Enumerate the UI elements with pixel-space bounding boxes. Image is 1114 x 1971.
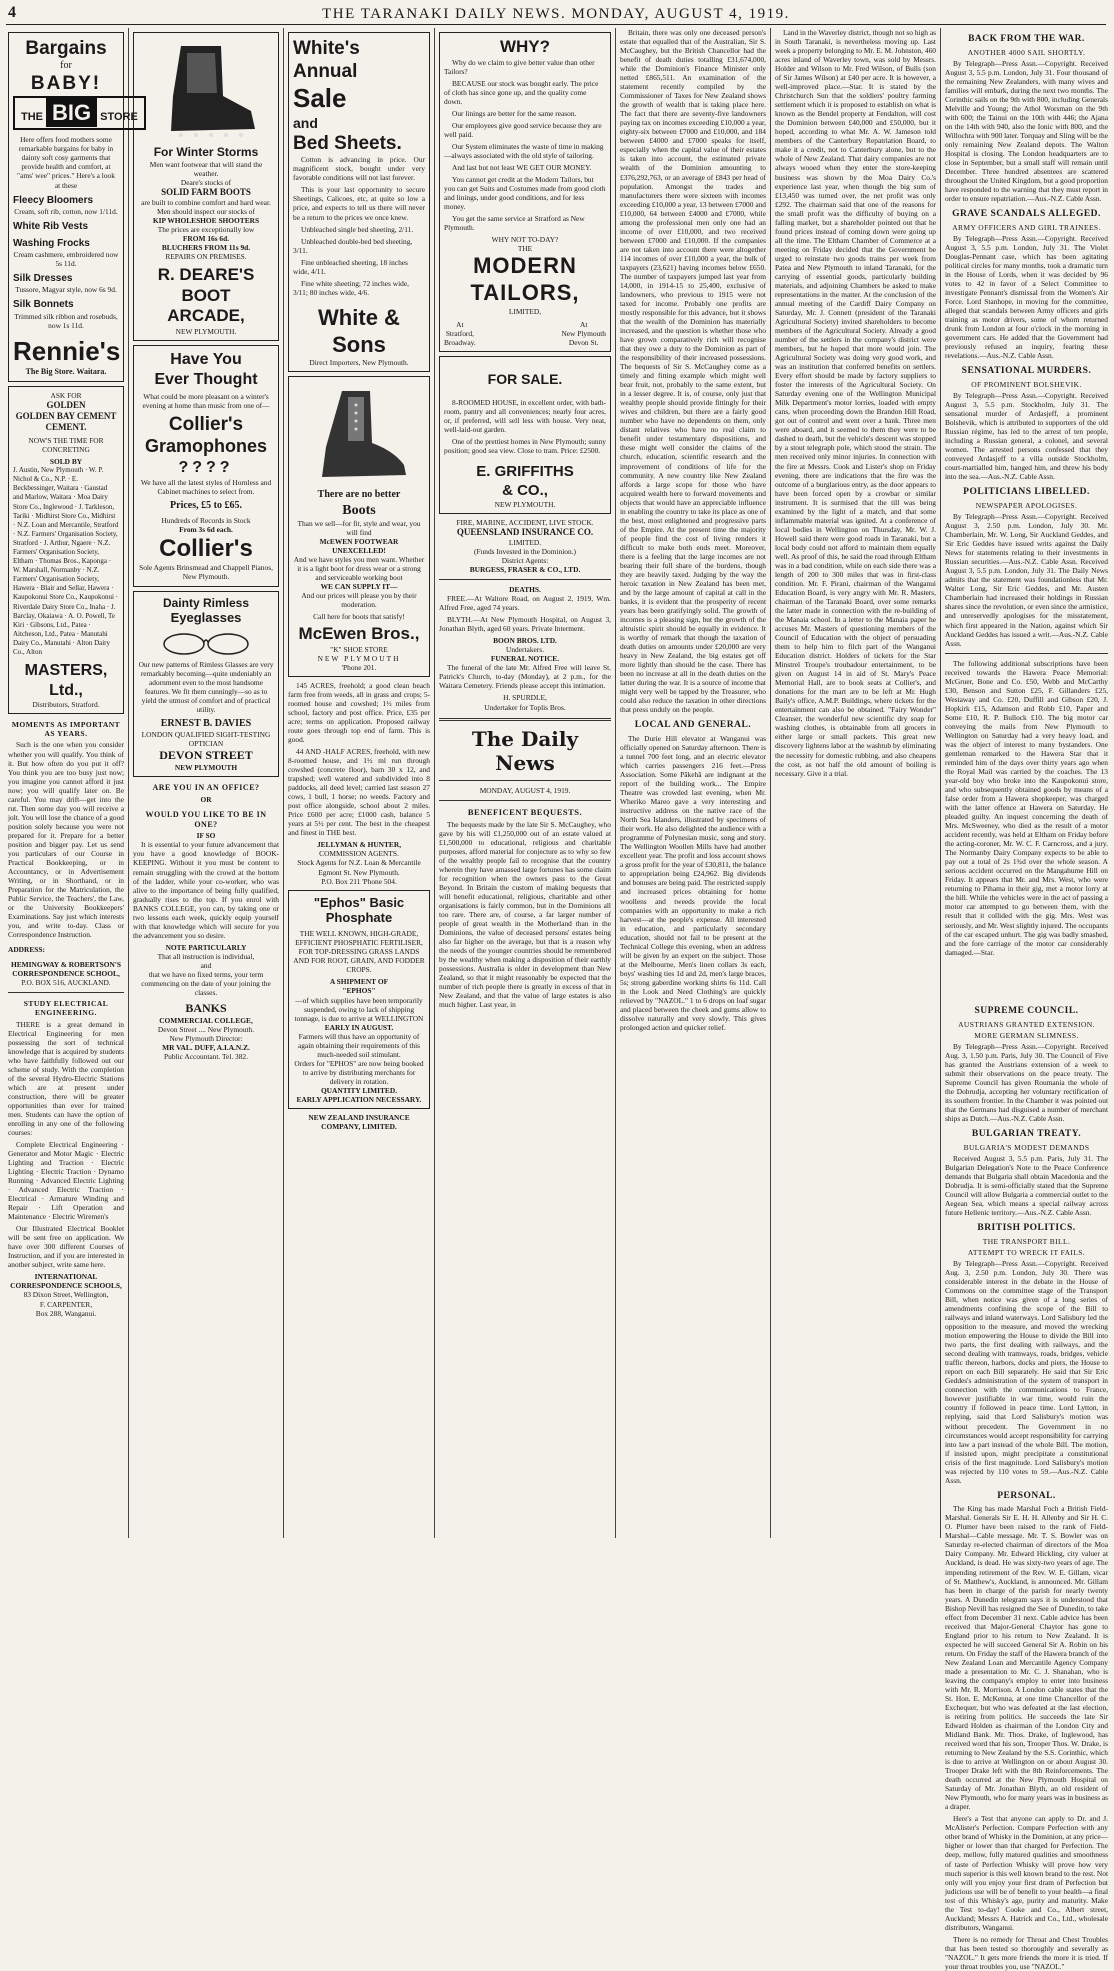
daily-news-flag: The Daily News [471, 726, 579, 775]
ics-manager: F. CARPENTER, [39, 1299, 93, 1309]
column-rule [128, 28, 129, 1538]
mcewen-h2: Boots [342, 502, 376, 518]
colliers-marks: ???? [178, 459, 234, 477]
griffiths-name: E. GRIFFITHS [476, 463, 574, 481]
rennie-baby: BABY! [30, 73, 102, 95]
nzi-name: NEW ZEALAND INSURANCE COMPANY, LIMITED. [308, 1112, 410, 1131]
jellyman-ad1: 145 ACRES, freehold; a good clean beach farm free from weeds, all in grass and crops; 5-roomed house and cowshed; 1½ miles from school, factory and post office. Price, £35 per acre; terms on application. Proposed railway route goes through top end of farm. This is good. [288, 680, 430, 745]
cement-stockists: J. Austin, New Plymouth · W. P. Nichol & Co., N.P. · E. Beckbessinger, Waitara · Gaustad and Marlow, Waitara · Moa Dairy Store Co., Inglewood · J. Tarkleson, Tariki · Midhirst Store Co., Midhirst · N.Z. Loan and Mercantile, Stratford · N.Z. Farmers' Organisation Society, Stratford · J. Arthur, Ngaere · N.Z. Farmers' Organisation Society, Eltham · Thomas Bros., Kaponga · W. Marshall, Normanby · N.Z. Farmers' Organisation Society, Hawera · Blair and Sellar, Hawera · Kaupokonui Store Co., Kaupokonui · Riverdale Dairy Store Co., Inaha · J. Barclay, Okaiawa · A. O. Powell, Te Kiri · Gibsons, Ltd., Patea · Aitcheson, Ltd., Patea · Manutahi Dairy Co., Manutahi · Alton Dairy Co., Alton [13, 466, 119, 657]
why-body: You get the same service at Stratford as New Plymouth. [444, 214, 585, 233]
deare-kip: KIP WHOLESHOE SHOOTERS [152, 215, 260, 225]
banks-name: BANKS [185, 1000, 227, 1015]
why-body: You cannot get credit at the Modern Tailors, but you can get Suits and Costumes made from good cloth and linings, under good conditions, and for less money. [444, 175, 606, 212]
cable-body: By Telegraph—Press Assn.—Copyright. Received August 3, 5.5 p.m. London, July 31. Four thousand of the remaining New Zealanders, with many wives and families will embark, during the next two months. The Corinthic sails on the 9th with 800, including Generals Melville and Young; the Athol Worsman on the 9th with 600; the Tainui on the 10th with 446; the Ajana on the 14th with 940, also the Ionic with 800, and the Willochra with 900 later. Torquay and Sling will be the only remaining New Zealand depots. The Walton Hospital is closing. The London headquarters are to close in September, but a small staff will remain until December. Three hundred absentees are scattered throughout the United Kingdom, but a good proportion have responded to the warning that they must report in order to ensure repatriation.—Aus.-N.Z. Cable Assn. [945, 58, 1108, 204]
deare-body2: Deare's stocks of [180, 177, 232, 187]
banks-q1: ARE YOU IN AN OFFICE? [152, 783, 260, 793]
modern-st1: Broadway. [444, 338, 476, 348]
ephos-body2: —of which supplies have been temporarily suspended, owing to lack of shipping tonnage, is due to arrive at WELLINGTON [294, 995, 424, 1023]
big-store-big: BIG [46, 98, 97, 127]
modern-limited: LIMITED, [508, 306, 542, 316]
jellyman-agents: Stock Agents for N.Z. Loan & Mercantile [297, 858, 421, 868]
banks-director: New Plymouth Director: [169, 1033, 243, 1043]
rennie-footer: The Big Store. Waitara. [25, 367, 107, 377]
mcewen-town: NEW PLYMOUTH [317, 653, 401, 663]
colliers-agents: Sole Agents Brinsmead and Chappell Pianos, [139, 563, 273, 573]
queensland-funds: (Funds Invested in the Dominion.) [473, 547, 577, 557]
cement-now: NOW'S THE TIME FOR CONCRETING [28, 436, 104, 455]
why-body: And last but not least WE GET OUR MONEY. [452, 163, 592, 173]
why-the: THE [517, 244, 533, 254]
colliers-question: What could be more pleasant on a winter's evening at home than music from one of— [142, 392, 270, 411]
deare-body4: Men should inspect our stocks of [157, 206, 255, 216]
why-body: Why do we claim to give better value than other Tailors? [444, 57, 595, 76]
why-body: Our employees give good service because they are well paid. [444, 120, 602, 139]
colliers-gramophones: Gramophones [144, 436, 268, 457]
ephos-title2: Phosphate [325, 910, 393, 926]
rennie-headline: Bargains [25, 38, 107, 59]
modern-st2: Devon St. [568, 338, 599, 348]
ephos-body: THE WELL KNOWN, HIGH-GRADE, EFFICIENT PHOSPHATIC FERTILISER, FOR TOP-DRESSING GRASS LANDS AND FOR ROOT, GRAIN, AND FODDER CROPS. [293, 929, 425, 975]
why-advertisement [439, 32, 611, 352]
column-2 [133, 28, 279, 1538]
davies-name: ERNEST B. DAVIES [160, 718, 252, 730]
deare-body1: Men want footwear that will stand the weather. [149, 159, 263, 178]
jellyman-box: P.O. Box 211 'Phone 504. [321, 876, 397, 886]
hemingway-address: ADDRESS: [8, 945, 45, 955]
queensland-district: District Agents: [501, 556, 549, 566]
cable-head: SENSATIONAL MURDERS. [961, 366, 1092, 377]
cable-sub: MORE GERMAN SLIMNESS. [974, 1030, 1079, 1040]
banks-note: NOTE PARTICULARLY [165, 942, 247, 952]
district-news: Land in the Waverley district, though not so high as in South Taranaki, is nevertheless moving up. Last week a property belonging to Mr. E. M. Johnston, 460 acres inland of Waverley town, was sold by Messrs. Holder and Wilson to Mr. Fred Wilson, of Bulls (son of Sir James Wilson) at £40 per acre. It is however, a well-improved place.—Star. It is stated by the Christchurch Sun that the soldiers' poultry farming settlement which it is proposed to establish on what is known as the Bendel property at Fendalton, will cost the Dominion between £40,000 and £50,000, but it hoped, according to what Mr. A. W. Jameson told members of the Canterbury Repatriation Board, to make it a credit, not to Canterbury alone, but to the whole of New Zealand. That dairy companies are not always wooed when they enter the store-keeping business was shown by the Moa Dairy Co.'s experience last year, when though the big sum of £13,450 was turned over, the net profit was only £292. The chairman said that one of the reasons for the small profit was the difficulty of buying on a falling market, but a shareholder pointed out that he found prices instead of coming down were going up all the time. The Eltham Chamber of Commerce at a meeting on Friday decided that the Government be urged to reinstate two goods trains per week from Patea and New Plymouth to inland Taranaki, for the carrying of essential goods, particularly building materials, and adjoining Chambers be asked to make representations in the matter. At the conclusion of the annual meeting of the Cardiff Dairy Company on Saturday, Mr. J. Connett (president of the Taranaki Agricultural Society) invited shareholders to become members of the Agricultural Society. Already a good number of the settlers in the company's district were members, but he hoped that more would join. The Agricultural Society was doing very good work, and was an institution that conferred benefits on settlers. Every effort should be made by factory suppliers to foster the interests of the Agricultural Society. On Saturday evening one of the Wellington Municipal Milk Department's motor lorries, loaded with empty cans, when proceeding down the Brandon Hill Road, got out of control and went over a bank. Three men were aboard, and it seemed to them they were to be dashed to death, but the vehicle's descent was stopped by a stout telegraph pole, which stood the strain. The men received only minor injuries. In connection with the fire at Messrs. Cook and Lister's shop on Friday evening, there are indications that the fire was the outcome of a burglarious entry, as the door appears to have been forced open by a crowbar or similar instrument. It is surmised that the till was being examined by the light of a match, and that some inflammable material was ignited. At a conference of local bodies in Wellington on Thursday, Mr. W. J. Howell said there were good roads in Taranaki, but a local body could not afford to maintain them equally well. As proof of this, he said the road through Eltham was in a bad condition, while on each side there was a length of 200 to 300 miles that was in first-class condition. Mr. F. Pirani, chairman of the Wanganui Education Board, is very angry with Mr. R. Masters, chairman of the Taranaki Board, over some remarks the latter made in connection with the re-building of the Manaia school. In a letter to the Manaia paper he accuses Mr. Masters of questioning members of the Council of Education with the object of persuading them to help him to filch part of the Wanganui Education district. Holders of tickets for the Star Minstrel Troupe's troubadour entertainment, to be given on August 14 in aid of St. Mary's Peace Memorial Hall, are to book seats at Collier's, and donations for the mart are to be left at Mr. Hugh Baily's office, A.M.P. Buildings, where tickets for the entertainment can also be obtained. "Fairy Wonder" Cleanser, the wonderful new scientific dry soap for washing clothes, is obtainable from all grocers in either large or small packets. This great new discovery lightens labor at the washtub by eliminating the necessity for domestic rubbing, and also cheapens the cost, as not half the old amount of boiling is necessary. Give it a trial. [775, 28, 936, 778]
hemingway-school: CORRESPONDENCE SCHOOL, [12, 969, 120, 979]
davies-head2: Eyeglasses [170, 610, 242, 626]
deare-advertisement [133, 32, 279, 341]
davies-advertisement [133, 591, 279, 778]
cement-brand: GOLDEN BAY CEMENT [15, 411, 117, 422]
rennie-intro: Here offers food mothers some remarkable bargains for baby in dainty soft cosy garments that provide health and comfort, at "ams' wee" prices." Here's a look at these [17, 135, 115, 190]
eyeglasses-icon [156, 630, 256, 656]
death-notice: BLYTH.—At New Plymouth Hospital, on August 3, Jonathan Blyth, aged 60 years. Private Interment. [439, 615, 611, 634]
deaths-head: DEATHS. [509, 585, 541, 595]
cable-body: Received August 3, 5.5 p.m. Paris, July 31. The Bulgarian Delegation's Note to the Peace Conference demands that Bulgaria shall obtain Macedonia and the Dobrudja. It is semi-officially stated that the Supreme Council will allow Bulgaria a commercial outlet to the Aegean Sea, which means a special railway across future Hellenic territory.—Aus.-N.Z. Cable Assn. [945, 1153, 1108, 1218]
electrical-tail: Our Illustrated Electrical Booklet will be sent free on application. We have over 300 different Courses of Instruction, and if you are interested in another subject, write same here. [8, 1224, 124, 1270]
jellyman-ad2: 44 AND -HALF ACRES, freehold, with new 8-roomed house, and 1½ ml run through cowshed (concrete floor), barn 30 x 12, and trapshed; well watered and subdivided into 8 paddocks, all deed level; carried last season 27 cows, 1 bull, 1 horse; no weeds. Factory and post office alongside, school about 2 miles. Price £600 per acre; £1000 cash, balance 5 years at 5½ per cent. The best in the cheapest and finest in THE best. [288, 747, 430, 838]
cable-head: SUPREME COUNCIL. [974, 1006, 1079, 1016]
column-5 [620, 28, 766, 1538]
banks-signed: MR VAL. DUFF, A.I.A.N.Z. [162, 1042, 250, 1052]
ephos-title1: "Ephos" Basic [313, 894, 405, 910]
banks-ifso: IF SO [196, 831, 216, 841]
hemingway-name: HEMINGWAY & ROBERTSON'S [10, 960, 122, 970]
tailors-name: TAILORS, [470, 280, 580, 306]
whites-h1: White's [293, 38, 360, 59]
cable-sub: NEWSPAPER APOLOGISES. [975, 500, 1078, 510]
cable-body: By Telegraph—Press Assn.—Copyright. Received August 3, 5.5 p.m. London, July 31. The Violet Douglas-Pennant case, which has been agitating political circles for many months, took a dramatic turn in the House of Lords, when it was decided by 96 votes to 42 in favor of a Select Committee to investigate Pennant's dismissal from the Women's Air Force. Lord Stanhope, in moving for the committee, alleged that scandals between Army officers and girls training as motor drivers, some of whom returned drunk from London at four o'clock in the morning in government cars. He added that the Government had previously refused an inquiry, fearing these revelations.—Aus.-N.Z. Cable Assn. [945, 233, 1108, 361]
banks-n1: That all instruction is individual, [157, 951, 255, 961]
mcewen-store: "K" SHOE STORE [330, 644, 388, 654]
whites-name: White & Sons [318, 304, 400, 357]
colliers-thought: Ever Thought [154, 370, 258, 388]
rennie-item-desc: Cream cashmere, embroidered now 5s 11d. [13, 250, 119, 269]
why-body: BECAUSE our stock was bought early. The price of cloth has since gone up, and the quality come down. [444, 78, 599, 106]
cable-sub: THE TRANSPORT BILL. [982, 1236, 1071, 1246]
deare-bluchers: BLUCHERS FROM 11s 9d. [161, 242, 251, 252]
cable-sub: OF PROMINENT BOLSHEVIK. [971, 379, 1082, 389]
cable-sub: BULGARIA'S MODEST DEMANDS [963, 1142, 1090, 1152]
mcewen-body2: And we have styles you men want. Whether it is a light boot for dress wear or a strong and serviceable working boot [293, 554, 425, 582]
whites-item: Unbleached double-bed bed sheeting, 3/11. [293, 236, 413, 255]
rennie-advertisement [8, 32, 138, 382]
whites-h2: Annual [293, 61, 358, 83]
cement-golden: GOLDEN [46, 400, 86, 411]
cement-sold-by: SOLD BY [49, 457, 83, 467]
deare-head: For Winter Storms [153, 145, 259, 159]
whites-h3: Sale [293, 83, 347, 114]
masthead-title: THE TARANAKI DAILY NEWS. MONDAY, AUGUST 4, 1919. [322, 5, 790, 22]
cable-head: BRITISH POLITICS. [977, 1223, 1076, 1234]
rennie-item-name: Fleecy Bloomers [13, 194, 94, 206]
cable-body: By Telegraph—Press Assn.—Copyright. Received August 3, 5.5 p.m. Stockholm, July 31. The sensational murder of Ardasjeff, a prominent Bolshevik, which is attributed to supporters of the old Russian régime, has led to the arrest of ten people, including a Russian general, a colonel, and several women. The arrested persons confessed that they conveyed Ardasjeff to a villa outside Stockholm, court-martialled him, hanged him, and threw his body into the sea.—Aus.-N.Z. Cable Assn. [945, 391, 1108, 482]
whites-h5: Bed Sheets. [293, 133, 402, 155]
queensland-limited: LIMITED. [508, 538, 542, 547]
column-1 [8, 28, 138, 1538]
cement-advertisement [8, 386, 124, 714]
modern-at: At [580, 320, 588, 330]
masters-footer: Distributors, Stratford. [32, 700, 100, 710]
rennie-item-desc: Trimmed silk ribbon and rosebuds, now 1s 11d. [14, 311, 118, 330]
cable-sub: ARMY OFFICERS AND GIRL TRAINEES. [952, 222, 1101, 232]
colliers-prices: Prices, £5 to £65. [170, 499, 242, 511]
electrical-body: THERE is a great demand in Electrical Engineering for men possessing the sort of technical knowledge that is acquired by students who have faithfully followed out our scheme of study. With the completion of the several Hydro-Electric Stations which are at present under construction, there will be greater opportunities than ever for trained men. Students can have the option of enrolling in any one of the following courses: [8, 1019, 124, 1137]
davies-quals: LONDON QUALIFIED SIGHT-TESTING OPTICIAN [141, 730, 271, 749]
editorial-head: BENEFICENT BEQUESTS. [467, 807, 583, 818]
funeral-role: Undertaker for Toplis Bros. [484, 702, 566, 712]
colliers-advertisement [133, 345, 279, 586]
cable-head: POLITICIANS LIBELLED. [963, 487, 1090, 498]
rennie-item-desc: Tussore, Magyar style, now 6s 9d. [15, 285, 117, 295]
banks-body: It is essential to your future advancement that you have a good knowledge of BOOK-KEEPING. Without it you must be content to remain struggling with the crowd at the bottom of the ladder, while your co-worker, who was alive to the importance of being fully qualified, gradually rises to the top. If you enrol with BANKS COLLEGE, you can, by taking one or two lessons each week, quickly equip yourself with that knowledge which will secure for you the advancement you so desire. [133, 840, 279, 940]
page-number: 4 [8, 4, 18, 21]
column-6 [775, 28, 936, 1538]
deare-body3: are built to combine comfort and hard wear. [141, 197, 271, 207]
rennie-item-name: White Rib Vests [13, 220, 89, 232]
whites-item: Unbleached single bed sheeting, 2/11. [301, 224, 414, 234]
griffiths-co: & CO., [502, 481, 548, 499]
banks-or: OR [200, 794, 212, 804]
colliers-name: Collier's [168, 414, 244, 436]
funeral-body: The funeral of the late Mr. Alfred Free will leave St. Patrick's Church, to-day (Monday), at 2 p.m., for the Waitara Cemetery. Friends please accept this intimation. [439, 663, 611, 691]
forsale-head: FOR SALE. [487, 371, 563, 388]
whites-body1: Cotton is advancing in price. Our magnificent stock, bought under very favorable conditions will not last forever. [293, 155, 425, 183]
column-rule [770, 28, 771, 1538]
ics-name: INTERNATIONAL CORRESPONDENCE SCHOOLS, [10, 1272, 122, 1291]
death-notice: FREE.—At Waltore Road, on August 2, 1919, Wm. Alfred Free, aged 74 years. [439, 594, 611, 613]
deare-arcade: ARCADE, [167, 306, 245, 326]
rennie-item-name: Silk Bonnets [13, 299, 74, 311]
why-body: Our System eliminates the waste of time in making—always associated with the old style of tailoring. [444, 141, 604, 161]
electrical-courses: Complete Electrical Engineering · Generator and Motor Magic · Electric Lighting and Traction · Electric Lighting · Electric Traction · Dynamo Running · Advanced Electric Lighting · Advanced Electric Traction · Electrical · Armature Winding and Repair · Lift Operation and Maintenance · Electric Wiremen's [8, 1139, 124, 1222]
hemingway-body: Such is the one when you consider whether you will qualify. You think of it. But how often do you put it off? You think you are too busy just now; you imagine you cannot afford it just now; you will qualify later on. Be careful. You may drift—get into the rut. Then some day you will receive a jolt. You will lose the chance of a good position solely because you were not prepared for it. Prepare for a better position and bigger pay. Let us send you particulars of our Course in Practical Bookkeeping, or in Accountancy, or in Advertisement Writing, or in Shorthand, or in Preparation for the Matriculation, the Public Service, the Teachers', the Law, or the University Bookkeepers' Examinations. Say just which interests you, and write to-day. Class or Correspondence Instruction. [8, 740, 124, 940]
mcewen-h1: There are no better [317, 489, 401, 501]
cable-sub: AUSTRIANS GRANTED EXTENSION. [958, 1019, 1095, 1029]
jellyman-role: COMMISSION AGENTS. [319, 849, 399, 859]
rennie-item-name: Washing Frocks [13, 237, 90, 249]
deare-from: FROM 16s 6d. [182, 233, 230, 243]
cable-body: By Telegraph—Press Assn.—Copyright. Received Aug. 3, 1.50 p.m. Paris, July 30. The Council of Five has granted the Austrians extension of a week to submit their observations on the peace treaty. The Supreme Council has given Roumania the whole of the Dobrudja, accepting her voluntary rectification of its southern frontier. In the Chamber it was pointed out that the Germans had disguised a number of merchant ships as Dutch.—Aus.-N.Z. Cable Assn. [945, 1041, 1108, 1124]
banks-addr: Devon Street .... New Plymouth. [157, 1024, 255, 1034]
ephos-name: "EPHOS" [342, 986, 376, 996]
hemingway-box: P.O. BOX 516, AUCKLAND. [21, 978, 111, 988]
column-4 [439, 28, 611, 1538]
masters-name: MASTERS, Ltd., [24, 662, 108, 699]
whites-item: Fine white sheeting; 72 inches wide, 3/11; 80 inches wide, 4/6. [293, 278, 409, 297]
big-store-the: THE [21, 110, 43, 123]
ephos-early2: EARLY APPLICATION NECESSARY. [296, 1094, 422, 1104]
banks-public: Public Accountant. Tel. 382. [164, 1051, 248, 1061]
banks-college: COMMERCIAL COLLEGE, [159, 1015, 253, 1025]
column-rule [615, 28, 616, 1538]
deare-solid: SOLID FARM BOOTS [161, 186, 251, 197]
colliers-big: Collier's [159, 535, 253, 563]
local-general-head: LOCAL AND GENERAL. [634, 720, 752, 731]
cable-sub: ANOTHER 4000 SAIL SHORTLY. [967, 47, 1086, 57]
deare-body5: The prices are exceptionally low [157, 224, 255, 234]
colliers-town: New Plymouth. [182, 572, 230, 582]
modern-loc1: Stratford, [445, 329, 474, 339]
forsale-body2: One of the prettiest homes in New Plymouth; sunny position; good sea view. Close to tram. Price: £2500. [444, 437, 606, 456]
cable-body: By Telegraph—Press Assn.—Copyright. Received August 3, 2.50 p.m. London, July 30. Mr. Chamberlain, Mr. W. Long, Sir Auckland Geddes, and Sir Eric Geddes have issued writs against the Daily News for statements relating to their investments in Russian securities.—Aus.-N.Z. Cable Assn. Received August 3, 5.5 p.m. London, July 31. The Daily News admits that the statement was foundationless that Mr. Walter Long, Sir Eric Geddes, and Mr. Austen Chamberlain had increased their holdings in Russian shares since the revolution, or even since the armistice, and unreservedly apologises for the misstatement, which first appeared in the Nation, against which Sir Auckland Geddes has issued a writ.—Aus.-N.Z. Cable Assn. [945, 512, 1108, 648]
deare-repairs: REPAIRS ON PREMISES. [165, 251, 247, 261]
mcewen-supply: WE CAN SUPPLY IT— [320, 581, 398, 591]
banks-q2: WOULD YOU LIKE TO BE IN ONE? [145, 809, 267, 829]
column-3 [288, 28, 430, 1538]
rennie-for: for [60, 60, 72, 72]
deaths-und2: Undertakers. [506, 645, 544, 655]
colliers-records: Hundreds of Records in Stock [161, 516, 251, 526]
big-store-store: STORE [100, 110, 138, 123]
cable-head: BACK FROM THE WAR. [968, 34, 1085, 44]
colliers-body: We have all the latest styles of Hornless and Cabinet machines to select from. [140, 477, 272, 496]
masthead [6, 4, 1106, 25]
funeral-head: FUNERAL NOTICE. [490, 654, 560, 664]
jellyman-addr: Egmont St. New Plymouth. [318, 867, 400, 877]
cement-cement: CEMENT. [45, 422, 87, 433]
colliers-have: Have You [170, 351, 242, 369]
deaths-undertaker: BOON BROS. LTD. [493, 636, 557, 646]
cable-head: BULGARIAN TREATY. [971, 1129, 1082, 1140]
forsale-advertisement [439, 356, 611, 514]
why-today: WHY NOT TO-DAY? [491, 235, 559, 245]
perfection-advert: Here's a Test that anyone can apply to Dr. and J. McAlister's Perfection. Compare Perfection with any other brand of Whisky in the Dominion, at any price—higher or lower than that charged for Perfection. The deep, mellow, fully matured qualities and smoothness of taste of Perfection Whisky will prove how very much superior is this well known brand to the rest. Not only will you enjoy your first dram of Perfection but judicious use will be of benefit to your health—a final test of this Whisky's age, purity and maturity. Make the Test to-day! Cooke and Co., Albert street, Auckland; Messrs A. Hatrick and Co., Ltd., wholesale distributors, Wanganui. [945, 1814, 1108, 1932]
queensland-agents: BURGESS, FRASER & CO., LTD. [469, 565, 581, 575]
local-general-body: The Durie Hill elevator at Wanganui was officially opened on Saturday afternoon. There is a tunnel 700 feet long, and an electric elevator which carries passengers 216 feet.—Press Association. Some Pākehā are indignant at the report of the building work... The Empire Theatre was crowded last evening, when Mr. Wheriko Mareo gave a very interesting and instructive address on the native race of the North Sea Islanders, illustrated by specimens of their work. He also delighted the audience with a programme of Polynesian music, song and story. The Wellington Woollen Mills have had another excellent year. The profit and loss account shows a gross profit for the year of £30,811, the balance to appropriation being £24,962. Big dividends and bonuses are being paid. The restricted supply and increased prices obtaining for home woollens and tweeds provide the local companies with an opportunity to make a rich harvest—at the people's expense. All interested in education, and particularly secondary education, should not fail to be present at the Technical College this evening, when an address will be given by an expert on the subject. Those at the Melbourne, Men's linen collars 3s each, boys' washing ties 1d and 2d, men's large braces, 5s; strong gaberdine working shirts 6s 11d. Call in the Look and Need Clothing's are quickly relieved by "NAZOL." 1 to 6 drops on loaf sugar and placed between the cheek and gums allow to dissolve naturally and very slowly. This gives prolonged action and quicker relief. [620, 733, 766, 1032]
ephos-advertisement [288, 890, 430, 1109]
column-rule [283, 28, 284, 1538]
forsale-body: 8-ROOMED HOUSE, in excellent order, with bath-room, pantry and all conveniences; nearly four acres, or, if preferred, will sell less with house. Very neat, well-laid-out garden. [444, 398, 606, 435]
ephos-body3: Farmers will thus have an opportunity of again obtaining their requirements of this much-needed soil stimulant. [297, 1031, 421, 1059]
deare-name: R. DEARE'S [157, 264, 255, 284]
funeral-signed: H. SPURDLE, [503, 693, 547, 703]
hemingway-head: MOMENTS AS IMPORTANT AS YEARS. [11, 720, 121, 739]
why-body: Our linings are better for the same reason. [452, 108, 577, 118]
ephos-quantity: QUANTITY LIMITED. [320, 1085, 398, 1095]
nazol-advert: There is no remedy for Throat and Chest Troubles that has been tested so thoroughly and severally as "NAZOL." It gets more friends the more it is tried. If your throat troubles you, use "NAZOL." [945, 1934, 1108, 1971]
modern-name: MODERN [473, 253, 577, 279]
whites-h4: and [293, 115, 318, 132]
cable-sub: ATTEMPT TO WRECK IT FAILS. [967, 1247, 1086, 1257]
banks-n2: and [200, 960, 212, 970]
cable-body: By Telegraph—Press Assn.—Copyright. Received Aug. 3, 2.50 p.m. London, July 30. There was considerable interest in the debate in the House of Commons on the committee stage of the Transport Bill, when notice was given of a long series of amendments confining the scope of the Bill to railways and inland waterways. Lord Salisbury led the opposition to the measure, and moved the wrecking motion empowering the House to divide the Bill into two parts, the first dealing with railways, and the second dealing with tramways, roads, bridges, vehicle traffic thereon, harbors, docks and piers, the House to report on each Bill separately. He said that Sir Eric Geddes's administration of the system of transport in connection with the communications to France, however justifiable in war time, would ruin the country if followed in peace time. Lord Lytton, in replying, said that Lord Salisbury's motion was without precedent. The Government in no circumstances would accept responsibility for carrying into law a part instead of the whole Bill. The motion, if insisted upon, might precipitate a constitutional crisis of the first magnitude. Lord Salisbury's motion was rejected by 110 votes to 59.—Aus.-N.Z. Cable Assn. [945, 1258, 1108, 1485]
whites-item: Fine unbleached sheeting, 18 inches wide, 4/11. [293, 257, 408, 276]
davies-head1: Dainty Rimless [162, 595, 250, 610]
ephos-early: EARLY IN AUGUST. [324, 1022, 394, 1032]
queensland-name: QUEENSLAND INSURANCE CO. [456, 527, 594, 538]
davies-town: NEW PLYMOUTH [174, 763, 238, 773]
editorial-continued: Britain, there was only one deceased person's estate that equalled that of the Australian, Sir S. McCaughey, but the British Chancellor had the benefit of death duties totalling £31,674,000, while the Dominion's Finance Minister only netted £865,511. An examination of the statement recently compiled by the Commissioner of Taxes for New Zealand shows the growth of wealth that is taking place here. The fact that there are seventy-five landowners paying tax on incomes exceeding £10,000 a year, eighty-six between £7000 and £10,000, and 184 between £4000 and £7000 speaks for itself, especially when the capital value of their estates is taken into account, the estimated private wealth of the Dominion amounting to £376,292,763, or an average of £843 per head of population. Amongst the trades and manufacturers there were sixteen with incomes exceeding £10,000 a year, 13 between £7000 and £10,000, 64 between £4000 and £7000, while among the professional men only one had an income of over £10,000, and two received between £7000 and £10,000. If the companies are not taken into account there were altogether 114 incomes of over £10,000 a year, the bulk of taxpayers (23,621) having incomes below £650. The number of taxpayers jumped last year from 14,000, in 1914-15 to 25,400, exclusive of landowners, who previous to 1915 were not taxed for income. Probably one profits are mostly responsible for this advance, but it shows that the wealth of the Dominion has materially increased, and the question is whether those who have grown comparatively rich will recognise that they owe a duty to the Dominion as part of the responsibility of their increased possessions. The bequests of Sir S. McCaughey come as a timely and fitting example which might well bear fruit, not, probably to the same extent, but in a lesser degree. It is, of course, only just that wealthy people should provide fittingly for their wives and children, but there are a fairly good number who have no dependents on them, only distant relatives who have no real claim to benefit under testamentary dispositions, and these might well consider the claims of the church, education, scientific research and the improvement of conditions of life for the community. A new country like New Zealand affords a large scope for those who have acquired wealth here to forward movements and objects that would have an appreciable influence in enabling the country to take its place as one of the best, most enlightened and progressive parts of the Empire. At the present time the majority of people find the cost of living renders it difficult to make both ends meet. Moreover, there is a feeling that the large incomes are not bearing their full share of the burdens, though they are heavily taxed. Judging by the way the heroic taxation in New Zealand has been met, and by the large amount of capital at call in the banks, it is evident that the prosperity of recent years has been gratifyingly solid. The growth of incomes is a pleasing sign, but the growth of the altruistic spirit should be equally in evidence. It is worthy of remark that though the taxation of death duties on amounts under £20,000 are very heavy in New Zealand, the big estates get off more lightly than should be the case. There has been no increase at all in the death duties on the latter during the war. It is a source of income that might very well be tapped by the Treasurer, who could also reduce the taxation in other directions that press unduly on the people. [620, 28, 766, 715]
mcewen-name: McEwen Bros., [298, 624, 420, 644]
ephos-shipment: A SHIPMENT OF [329, 977, 389, 987]
rennie-item-name: Silk Dresses [13, 273, 73, 285]
ephos-body4: Orders for "EPHOS" are now being booked to arrive by distributing merchants for delivery in rotation. [294, 1058, 424, 1086]
modern-at: At [456, 320, 464, 330]
rennie-item-desc: Cream, soft rib, cotton, now 1/11d. [14, 206, 118, 216]
electrical-head: STUDY ELECTRICAL ENGINEERING. [23, 999, 109, 1018]
mcewen-body3: And our prices will please you by their moderation. [301, 590, 417, 609]
whites-footer: Direct Importers, New Plymouth. [309, 358, 409, 368]
why-head: WHY? [499, 37, 551, 56]
cable-head: GRAVE SCANDALS ALLEGED. [952, 209, 1101, 220]
ics-addr: 83 Dixon Street, Wellington, [23, 1290, 109, 1300]
banks-n3: that we have no fixed terms, your term commencing on the date of your joining the classes. [141, 969, 271, 997]
daily-news-date: MONDAY, AUGUST 4, 1919. [479, 786, 571, 796]
whites-body2: This is your last opportunity to secure Sheetings, Calicoes, etc, at quite so low a price, and expects to tell us there will never be a return to the prices we once knew. [293, 185, 425, 222]
whites-advertisement [288, 32, 430, 372]
rennie-name: Rennie's [13, 335, 121, 366]
cement-ask: ASK FOR [50, 391, 82, 401]
deare-boot: BOOT [181, 285, 231, 305]
personal-body: The King has made Marshal Foch a British Field-Marshal. Generals Sir E. H. H. Allenby and Sir H. C. O. Plumer have been raised to the rank of Field-Marshal—Cable message. Mr. T. S. Bowler was on Saturday re-elected chairman of directors of the Moa Dairy Company. Mr. Edward Hickling, city valuer at Auckland, is dead. He was sixty-two years of age. The impending retirement of the Rev. W. E. Gillam, vicar of St. Matthew's, Auckland, is announced. Mr. Gillam has been in charge of the parish for nearly twenty years. A Dunedin telegram says it is understood that Bishop Nevill has resigned the See of Dunedin, to take effect from December 31 next. Cable advice has been received that Major-General Chaytor has gone to England prior to his return to New Zealand. It is expected he will succeed General Sir A. Robin on his return. On Friday the staff of the Hawera branch of the New Zealand Loan and Mercantile Agency Company made a presentation to Mr. C. J. Shanahan, who is leaving the company's employ to enter into business with Mr. R. Morrison. A London cable states that the St. Hon. E. McKenna, at one time Chancellor of the Exchequer, but who was defeated at the last election, is retiring from politics. He succeeds the late Sir Edward Holden as chairman of the London City and Midland Bank. Mr. Thos. Drake, of Inglewood, has received word that his son, Trooper Thos. W. Drake, is returning to New Zealand by the S.S. Corinthic, which is due to arrive at Wellington on or about August 30. Trooper Drake left with the 8th Reinforcements. The death occurred at the New Plymouth Hospital on Saturday of Mr. Jonathan Blyth, an old resident of New Plymouth, who for many years was in business as a draper. [945, 1504, 1108, 1812]
mcewen-body: Than we sell—for fit, style and wear, you will find [297, 518, 421, 537]
deare-town: NEW PLYMOUTH. [175, 327, 237, 337]
mcewen-footwear: McEWEN FOOTWEAR UNEXCELLED! [319, 536, 399, 555]
ics-box: Box 288, Wanganui. [35, 1308, 97, 1318]
davies-street: DEVON STREET [159, 748, 253, 763]
district-paragraphs: The following additional subscriptions have been received towards the Hawera Peace Memorial: McGruer, Bone and Co. £50, Webb and McCarthy £30, Benson and Sutton £25, F. Gillanders £25, Westaway and Co. £20, Duffill and Gibson £20, J. Hopkirk £15, Adamson and Robb £10, Paper and Some £10, R. P. Bullock £10. The big motor car conveying the mails from New Plymouth to Wellington on Saturday had a very heavy load, and was the object of interest to many bystanders. One gentleman remarked to the Hawera Star that it reminded him of the days over thirty years ago when the Royal Mail was carried by the coaches. The 13 year-old boy who broke into the Kaupokonui store, and who subsequently obtained goods by means of a false order from a Hawera shopkeeper, was charged with the latter offence at Hawera on Saturday. He pleaded guilty. An inquest concerning the death of Mrs. McSweeney, who died as the result of a motor accident recently, was held at Eltham on Friday before the acting-coroner, Mr. W. C. F. Carncross, and a jury. The Normanby Dairy Company expects to be able to pay out a total of 2s 1¾d over the whole season. A serious accident occurred on the Mangahume Hill on Friday. It appears that Mr. and Mrs. West, who were returning to Pihama in their gig, met a motor lorry at the hill. While the vehicles were in the act of passing a motor car attempted to go between them, with the result that it collided with the gig. Mrs. West was seriously, and Mr. West slightly injured. The occupants of the car escaped unhurt. The gig was badly smashed, and the fore carriage of the motor car considerably damaged.—Star. [945, 658, 1108, 957]
banks-advertisement [133, 783, 279, 1061]
davies-body: Our new patterns of Rimless Glasses are very remarkably becoming—quite undeniably an adornment even to the most handsome features. We fit them cunningly—so as to yield the utmost of comfort and of practical utility. [138, 660, 274, 715]
colliers-from: From 3s 6d each. [179, 525, 233, 535]
modern-loc2: New Plymouth [561, 329, 606, 339]
column-rule [940, 28, 941, 1538]
editorial-body: The bequests made by the late Sir S. McCaughey, who gave by his will £1,250,000 out of an estate valued at £1,500,000 to educational, religious and charitable purposes, afford material for conjecture as to why so few of the wealthy people fail to recognise that the country wherein they have amassed large fortunes has some claim for recognition when the owners pass to the Great Beyond. In Britain the custom of making bequests that will benefit educational, religious, charitable and other organisations is fairly common, but in the Dominions all too rare. There are, of course, a far larger number of people of great wealth in the Motherland than in the Dominions, the value of deceased persons' estates being also far higher on the average, but that is a reason why the needs of the younger countries should be remembered by the wealthy when making a disposition of their earthly possessions. Australia is older in development than New Zealand, so that it might reasonably be expected that the number of rich people there is greatly in excess of that in New Zealand, and that the value of large estates is also much higher. Last year, in [439, 819, 611, 1010]
big-store-logo [13, 96, 146, 131]
queensland-types: FIRE, MARINE, ACCIDENT, LIVE STOCK. [456, 518, 594, 527]
mcewen-advertisement [288, 376, 430, 676]
griffiths-town: NEW PLYMOUTH. [494, 499, 556, 509]
column-rule [434, 28, 435, 1538]
shoe-illustration-icon [304, 385, 414, 485]
mcewen-phone: 'Phone 201. [341, 662, 377, 672]
mcewen-call: Call here for boots that satisfy! [313, 612, 405, 622]
personal-head: PERSONAL. [997, 1490, 1056, 1501]
boot-illustration-icon [151, 41, 261, 141]
column-7-lower [945, 1000, 1108, 1971]
jellyman-name: JELLYMAN & HUNTER, [316, 840, 402, 850]
